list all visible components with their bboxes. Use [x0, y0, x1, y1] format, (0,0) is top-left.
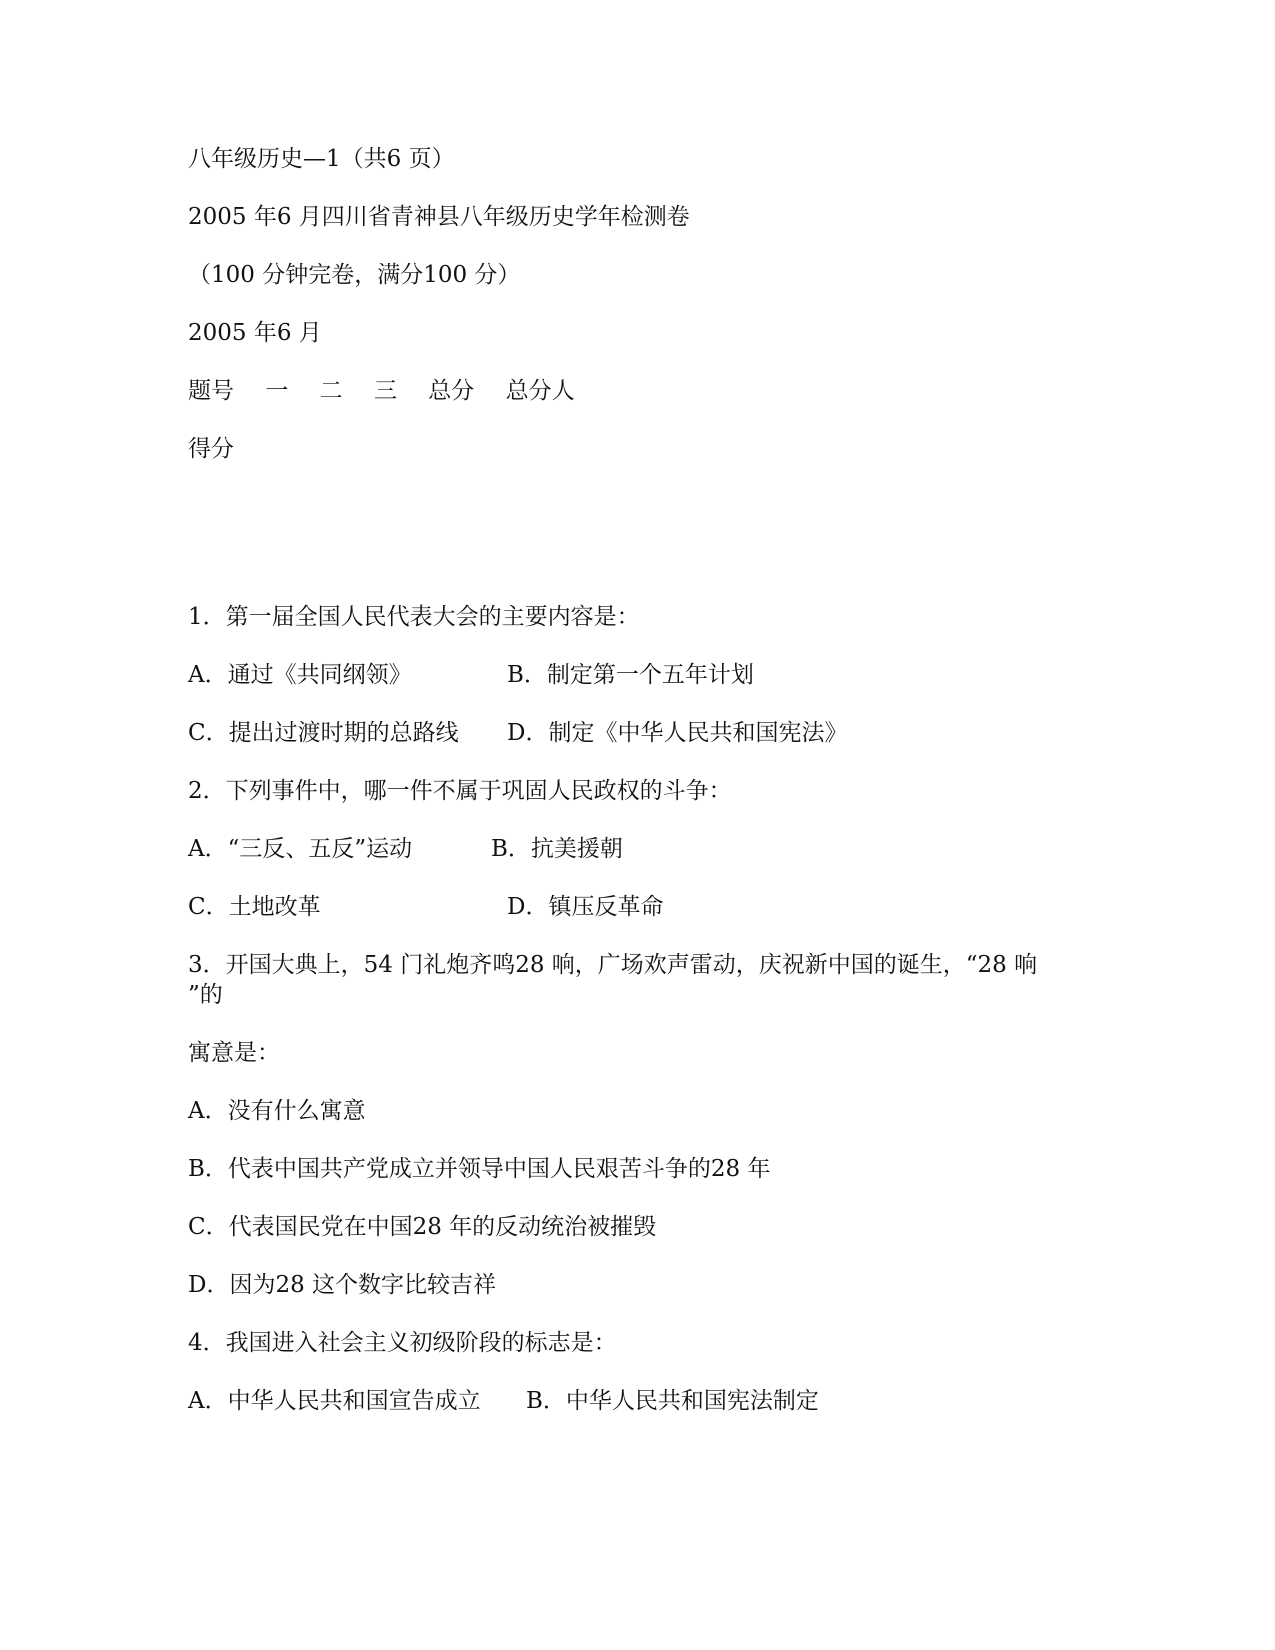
question-1-option-a: A．通过《共同纲领》: [188, 662, 412, 688]
score-header-cell: 总分: [428, 378, 475, 404]
score-header-cell: 一: [265, 378, 289, 404]
question-3-option-b: B．代表中国共产党成立并领导中国人民艰苦斗争的28 年: [188, 1156, 771, 1182]
question-1-options-row2: [188, 719, 848, 747]
question-3-option-a: A．没有什么寓意: [188, 1098, 366, 1124]
question-4-option-b: B．中华人民共和国宪法制定: [526, 1388, 819, 1414]
exam-title: 2005 年6 月四川省青神县八年级历史学年检测卷: [188, 204, 690, 230]
score-header-cell: 二: [319, 378, 343, 404]
score-header-cell: 总分人: [505, 378, 575, 404]
question-2-option-c: C．土地改革: [188, 894, 321, 920]
question-1-options-row1: [188, 661, 754, 689]
question-1-option-c: C．提出过渡时期的总路线: [188, 720, 459, 746]
question-4-stem: 4．我国进入社会主义初级阶段的标志是：: [188, 1330, 617, 1356]
exam-note: （100 分钟完卷，满分100 分）: [188, 262, 521, 288]
question-3-stem-line3: 寓意是：: [188, 1040, 280, 1066]
question-4-option-a: A．中华人民共和国宣告成立: [188, 1388, 481, 1414]
question-3-option-c: C．代表国民党在中国28 年的反动统治被摧毁: [188, 1214, 657, 1240]
question-3-option-d: D．因为28 这个数字比较吉祥: [188, 1272, 497, 1298]
question-1-stem: 1．第一届全国人民代表大会的主要内容是：: [188, 604, 640, 630]
question-2-option-a: A．“三反、五反”运动: [188, 836, 413, 862]
question-2-options-row2: [188, 893, 664, 921]
question-2-option-b: B．抗美援朝: [491, 836, 623, 862]
exam-date: 2005 年6 月: [188, 320, 322, 346]
question-3-stem-line2: ”的: [188, 982, 223, 1008]
question-4-options-row1: [188, 1387, 819, 1415]
question-2-options-row1: [188, 835, 623, 863]
score-header-cell: 三: [373, 378, 397, 404]
question-1-option-d: D．制定《中华人民共和国宪法》: [507, 720, 848, 746]
score-row-label: 得分: [188, 436, 234, 462]
question-3-stem-line1: 3．开国大典上，54 门礼炮齐鸣28 响，广场欢声雷动，庆祝新中国的诞生，“28 响: [188, 952, 1038, 978]
score-table-header: [188, 377, 575, 405]
question-1-option-b: B．制定第一个五年计划: [507, 662, 754, 688]
score-header-cell: 题号: [188, 378, 234, 404]
question-2-stem: 2．下列事件中，哪一件不属于巩固人民政权的斗争：: [188, 778, 732, 804]
question-2-option-d: D．镇压反革命: [507, 894, 664, 920]
page-label: 八年级历史—1（共6 页）: [188, 146, 455, 172]
